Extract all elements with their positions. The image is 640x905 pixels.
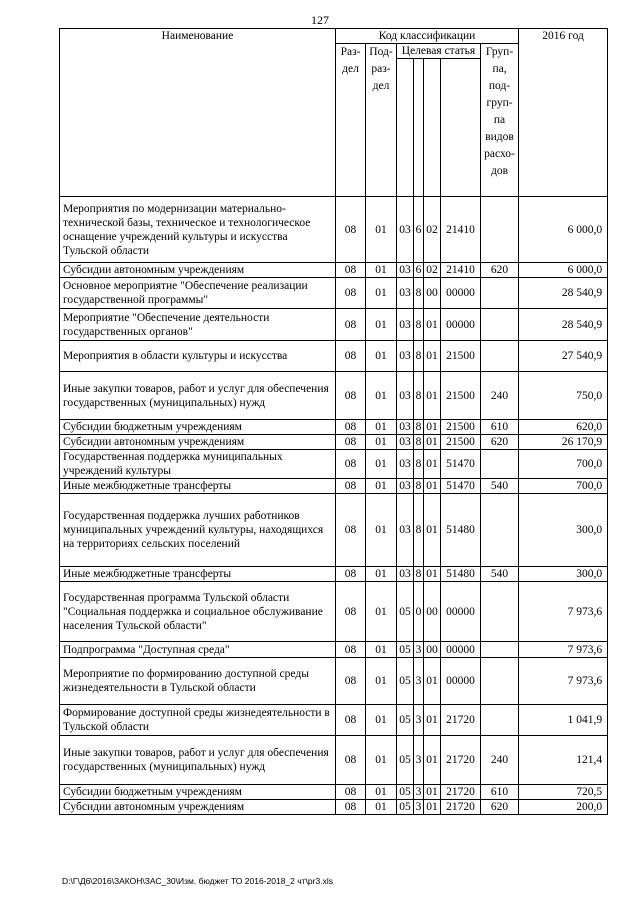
row-amount: 700,0 xyxy=(519,479,608,494)
row-amount: 300,0 xyxy=(519,567,608,582)
row-target-program: 03 xyxy=(397,450,414,479)
row-target-direction: 21500 xyxy=(441,372,481,420)
row-amount: 750,0 xyxy=(519,372,608,420)
table-row xyxy=(60,785,608,800)
row-subsection: 01 xyxy=(366,197,397,263)
row-name: Субсидии автономным учреждениям xyxy=(60,435,336,450)
row-target-event: 01 xyxy=(424,785,441,800)
row-subsection: 01 xyxy=(366,435,397,450)
row-target-program: 03 xyxy=(397,309,414,341)
row-section: 08 xyxy=(336,705,366,736)
row-target-direction: 51470 xyxy=(441,450,481,479)
table-row xyxy=(60,450,608,479)
row-name: Подпрограмма "Доступная среда" xyxy=(60,642,336,658)
row-expense-type xyxy=(481,658,519,705)
row-section: 08 xyxy=(336,278,366,309)
row-subsection: 01 xyxy=(366,263,397,278)
row-target-direction: 21500 xyxy=(441,420,481,435)
row-target-subprogram: 8 xyxy=(414,435,424,450)
row-target-subprogram: 3 xyxy=(414,800,424,815)
row-subsection: 01 xyxy=(366,420,397,435)
row-target-event: 01 xyxy=(424,705,441,736)
row-target-event: 01 xyxy=(424,800,441,815)
header-code-group: Код классификации xyxy=(336,29,519,44)
row-name: Мероприятие по формированию доступной среды жизнедеятельности в Тульской области xyxy=(60,658,336,705)
row-subsection: 01 xyxy=(366,309,397,341)
table-row xyxy=(60,736,608,785)
header-name: Наименование xyxy=(60,29,336,197)
row-target-subprogram: 8 xyxy=(414,567,424,582)
row-expense-type xyxy=(481,494,519,567)
header-subsection: Под- раз- дел xyxy=(366,44,397,197)
row-section: 08 xyxy=(336,197,366,263)
row-target-subprogram: 6 xyxy=(414,197,424,263)
row-target-subprogram: 3 xyxy=(414,785,424,800)
row-subsection: 01 xyxy=(366,567,397,582)
row-section: 08 xyxy=(336,736,366,785)
row-target-direction: 00000 xyxy=(441,582,481,642)
row-target-subprogram: 6 xyxy=(414,263,424,278)
row-subsection: 01 xyxy=(366,278,397,309)
row-section: 08 xyxy=(336,450,366,479)
row-name: Субсидии автономным учреждениям xyxy=(60,800,336,815)
row-target-program: 03 xyxy=(397,263,414,278)
row-subsection: 01 xyxy=(366,372,397,420)
row-section: 08 xyxy=(336,372,366,420)
row-subsection: 01 xyxy=(366,582,397,642)
row-expense-type xyxy=(481,642,519,658)
row-amount: 6 000,0 xyxy=(519,263,608,278)
row-target-direction: 51480 xyxy=(441,494,481,567)
row-expense-type: 610 xyxy=(481,785,519,800)
row-section: 08 xyxy=(336,800,366,815)
row-expense-type xyxy=(481,450,519,479)
row-target-program: 05 xyxy=(397,658,414,705)
header-expense-group: Груп- па, под- груп- па видов расхо- дов xyxy=(481,44,519,197)
row-expense-type: 540 xyxy=(481,567,519,582)
header-section: Раз- дел xyxy=(336,44,366,197)
row-expense-type xyxy=(481,309,519,341)
row-name: Иные межбюджетные трансферты xyxy=(60,479,336,494)
row-subsection: 01 xyxy=(366,450,397,479)
table-row xyxy=(60,341,608,372)
row-section: 08 xyxy=(336,494,366,567)
row-section: 08 xyxy=(336,582,366,642)
row-name: Мероприятия по модернизации материально-технической базы, техническое и технологическое оснащение учреждений культуры и искусства Тульской области xyxy=(60,197,336,263)
row-subsection: 01 xyxy=(366,785,397,800)
row-target-event: 01 xyxy=(424,658,441,705)
row-target-direction: 00000 xyxy=(441,658,481,705)
table-row xyxy=(60,705,608,736)
row-target-program: 03 xyxy=(397,435,414,450)
row-amount: 7 973,6 xyxy=(519,658,608,705)
table-row xyxy=(60,420,608,435)
file-path-footer: D:\Г\Д6\2016\ЗАКОН\ЗАС_30\Изм. бюджет ТО 2016-2018_2 чт\pr3.xls xyxy=(62,876,333,886)
table-header xyxy=(60,29,608,197)
row-amount: 28 540,9 xyxy=(519,278,608,309)
row-name: Формирование доступной среды жизнедеятельности в Тульской области xyxy=(60,705,336,736)
row-name: Государственная программа Тульской области "Социальная поддержка и социальное обслуживание населения Тульской области" xyxy=(60,582,336,642)
row-name: Иные закупки товаров, работ и услуг для обеспечения государственных (муниципальных) нужд xyxy=(60,736,336,785)
row-amount: 26 170,9 xyxy=(519,435,608,450)
row-target-direction: 51480 xyxy=(441,567,481,582)
row-target-program: 03 xyxy=(397,341,414,372)
table-row xyxy=(60,309,608,341)
row-amount: 300,0 xyxy=(519,494,608,567)
row-target-direction: 21720 xyxy=(441,736,481,785)
row-target-event: 01 xyxy=(424,435,441,450)
row-target-program: 03 xyxy=(397,567,414,582)
row-expense-type: 240 xyxy=(481,736,519,785)
row-expense-type: 620 xyxy=(481,800,519,815)
row-target-direction: 00000 xyxy=(441,642,481,658)
row-target-direction: 21500 xyxy=(441,435,481,450)
row-target-event: 00 xyxy=(424,278,441,309)
row-target-subprogram: 8 xyxy=(414,278,424,309)
row-amount: 620,0 xyxy=(519,420,608,435)
row-target-event: 01 xyxy=(424,420,441,435)
row-section: 08 xyxy=(336,642,366,658)
row-expense-type: 610 xyxy=(481,420,519,435)
row-amount: 1 041,9 xyxy=(519,705,608,736)
row-target-direction: 00000 xyxy=(441,309,481,341)
row-expense-type: 620 xyxy=(481,263,519,278)
row-section: 08 xyxy=(336,658,366,705)
row-expense-type xyxy=(481,341,519,372)
row-expense-type xyxy=(481,197,519,263)
row-target-program: 05 xyxy=(397,800,414,815)
page-number: 127 xyxy=(311,13,329,27)
row-target-direction: 21720 xyxy=(441,800,481,815)
row-amount: 6 000,0 xyxy=(519,197,608,263)
row-name: Основное мероприятие "Обеспечение реализации государственной программы" xyxy=(60,278,336,309)
row-name: Иные межбюджетные трансферты xyxy=(60,567,336,582)
row-target-direction: 00000 xyxy=(441,278,481,309)
row-subsection: 01 xyxy=(366,341,397,372)
row-name: Мероприятие "Обеспечение деятельности государственных органов" xyxy=(60,309,336,341)
row-target-subprogram: 8 xyxy=(414,420,424,435)
table-row xyxy=(60,197,608,263)
row-name: Субсидии автономным учреждениям xyxy=(60,263,336,278)
table-row xyxy=(60,567,608,582)
row-name: Иные закупки товаров, работ и услуг для обеспечения государственных (муниципальных) нужд xyxy=(60,372,336,420)
row-expense-type: 620 xyxy=(481,435,519,450)
row-section: 08 xyxy=(336,435,366,450)
row-section: 08 xyxy=(336,567,366,582)
row-target-program: 03 xyxy=(397,197,414,263)
row-amount: 7 973,6 xyxy=(519,642,608,658)
row-target-subprogram: 8 xyxy=(414,341,424,372)
table-row xyxy=(60,658,608,705)
row-name: Государственная поддержка муниципальных учреждений культуры xyxy=(60,450,336,479)
budget-table xyxy=(59,28,608,815)
row-subsection: 01 xyxy=(366,800,397,815)
table-row xyxy=(60,494,608,567)
row-target-event: 02 xyxy=(424,197,441,263)
row-section: 08 xyxy=(336,479,366,494)
row-target-direction: 21410 xyxy=(441,263,481,278)
row-target-subprogram: 3 xyxy=(414,705,424,736)
row-target-event: 02 xyxy=(424,263,441,278)
row-subsection: 01 xyxy=(366,494,397,567)
row-target-event: 01 xyxy=(424,494,441,567)
row-target-event: 01 xyxy=(424,341,441,372)
row-amount: 28 540,9 xyxy=(519,309,608,341)
row-target-program: 05 xyxy=(397,582,414,642)
header-year: 2016 год xyxy=(519,29,608,197)
row-amount: 7 973,6 xyxy=(519,582,608,642)
row-target-event: 01 xyxy=(424,736,441,785)
row-target-program: 03 xyxy=(397,278,414,309)
row-amount: 27 540,9 xyxy=(519,341,608,372)
row-name: Мероприятия в области культуры и искусства xyxy=(60,341,336,372)
row-section: 08 xyxy=(336,309,366,341)
row-amount: 700,0 xyxy=(519,450,608,479)
row-section: 08 xyxy=(336,420,366,435)
row-target-program: 05 xyxy=(397,785,414,800)
row-target-program: 03 xyxy=(397,479,414,494)
table-row xyxy=(60,263,608,278)
row-name: Государственная поддержка лучших работников муниципальных учреждений культуры, находящихся на территориях сельских поселений xyxy=(60,494,336,567)
table-row xyxy=(60,800,608,815)
row-target-event: 01 xyxy=(424,567,441,582)
row-target-direction: 51470 xyxy=(441,479,481,494)
row-target-event: 01 xyxy=(424,479,441,494)
row-target-subprogram: 3 xyxy=(414,642,424,658)
row-target-program: 05 xyxy=(397,642,414,658)
row-expense-type: 540 xyxy=(481,479,519,494)
row-subsection: 01 xyxy=(366,705,397,736)
row-expense-type xyxy=(481,278,519,309)
row-target-event: 01 xyxy=(424,372,441,420)
row-target-subprogram: 8 xyxy=(414,309,424,341)
row-expense-type xyxy=(481,705,519,736)
row-section: 08 xyxy=(336,341,366,372)
table-row xyxy=(60,479,608,494)
table-row xyxy=(60,278,608,309)
row-target-subprogram: 3 xyxy=(414,736,424,785)
row-expense-type: 240 xyxy=(481,372,519,420)
row-target-program: 03 xyxy=(397,372,414,420)
row-target-program: 05 xyxy=(397,705,414,736)
row-target-event: 00 xyxy=(424,642,441,658)
row-expense-type xyxy=(481,582,519,642)
row-target-event: 01 xyxy=(424,450,441,479)
row-target-direction: 21720 xyxy=(441,705,481,736)
row-name: Субсидии бюджетным учреждениям xyxy=(60,420,336,435)
row-target-direction: 21720 xyxy=(441,785,481,800)
row-target-program: 03 xyxy=(397,420,414,435)
row-section: 08 xyxy=(336,263,366,278)
row-target-subprogram: 8 xyxy=(414,479,424,494)
row-target-subprogram: 0 xyxy=(414,582,424,642)
row-amount: 200,0 xyxy=(519,800,608,815)
table-row xyxy=(60,372,608,420)
table-body xyxy=(60,197,608,815)
table-row xyxy=(60,582,608,642)
table-row xyxy=(60,642,608,658)
row-target-subprogram: 8 xyxy=(414,494,424,567)
row-subsection: 01 xyxy=(366,642,397,658)
row-target-subprogram: 8 xyxy=(414,450,424,479)
table-row xyxy=(60,435,608,450)
row-subsection: 01 xyxy=(366,736,397,785)
row-subsection: 01 xyxy=(366,479,397,494)
row-amount: 121,4 xyxy=(519,736,608,785)
header-target-article: Целевая статья xyxy=(397,44,481,59)
row-target-program: 05 xyxy=(397,736,414,785)
row-amount: 720,5 xyxy=(519,785,608,800)
row-section: 08 xyxy=(336,785,366,800)
row-subsection: 01 xyxy=(366,658,397,705)
row-target-event: 01 xyxy=(424,309,441,341)
row-target-program: 03 xyxy=(397,494,414,567)
row-target-subprogram: 3 xyxy=(414,658,424,705)
row-name: Субсидии бюджетным учреждениям xyxy=(60,785,336,800)
row-target-direction: 21500 xyxy=(441,341,481,372)
row-target-subprogram: 8 xyxy=(414,372,424,420)
row-target-event: 00 xyxy=(424,582,441,642)
row-target-direction: 21410 xyxy=(441,197,481,263)
